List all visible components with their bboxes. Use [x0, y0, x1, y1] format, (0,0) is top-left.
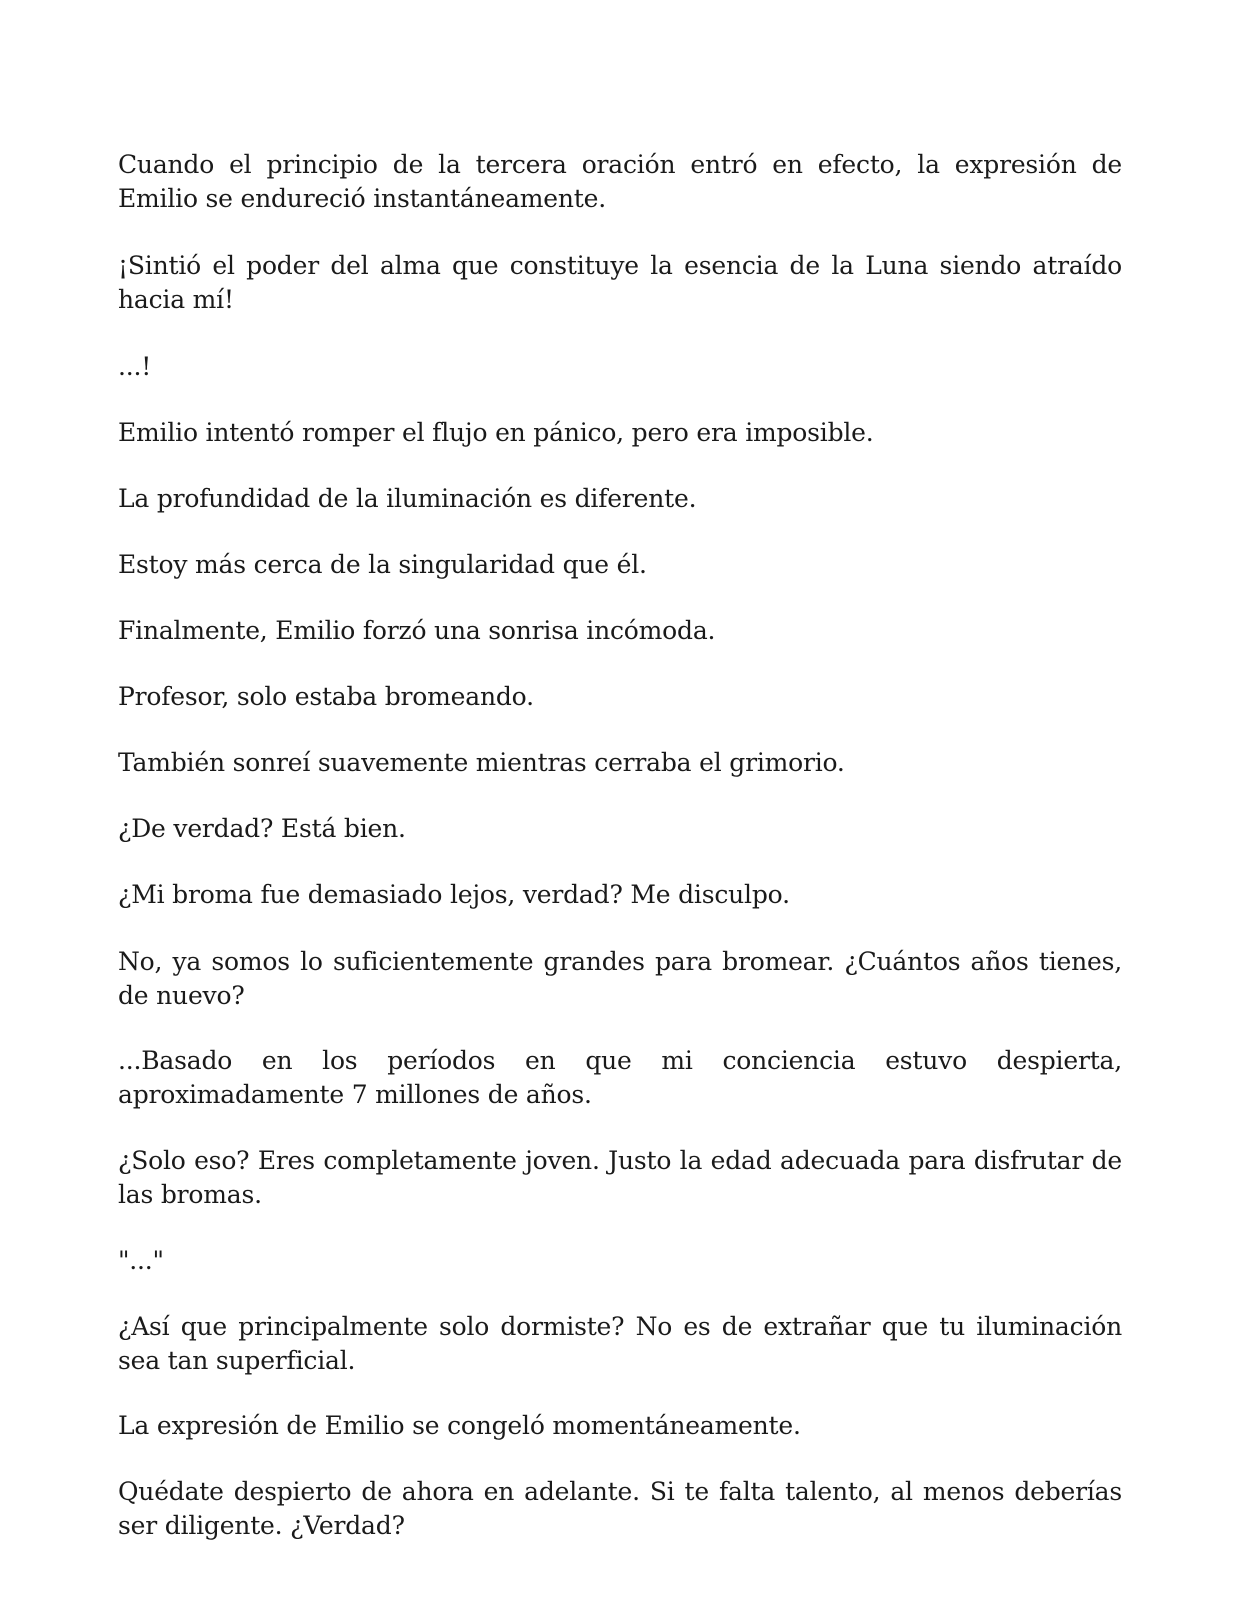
paragraph: Profesor, solo estaba bromeando. — [118, 682, 534, 711]
paragraph: ¿Mi broma fue demasiado lejos, verdad? Me disculpo. — [118, 880, 790, 909]
paragraph: También sonreí suavemente mientras cerraba el grimorio. — [118, 748, 845, 777]
paragraph: No, ya somos lo suficientemente grandes para bromear. ¿Cuántos años tienes, de nuevo? — [118, 947, 1122, 1010]
paragraph: ¡Sintió el poder del alma que constituye la esencia de la Luna siendo atraído hacia mí! — [118, 251, 1122, 314]
paragraph: Finalmente, Emilio forzó una sonrisa incómoda. — [118, 616, 716, 645]
paragraph: Quédate despierto de ahora en adelante. Si te falta talento, al menos deberías ser diligente. ¿Verdad? — [118, 1477, 1122, 1540]
paragraph: La profundidad de la iluminación es diferente. — [118, 484, 697, 513]
paragraph: ¿De verdad? Está bien. — [118, 814, 406, 843]
paragraph: ¿Así que principalmente solo dormiste? No es de extrañar que tu iluminación sea tan superficial. — [118, 1312, 1122, 1375]
paragraph: ...Basado en los períodos en que mi conciencia estuvo despierta, aproximadamente 7 millones de años. — [118, 1046, 1122, 1109]
paragraph: "..." — [118, 1246, 164, 1275]
paragraph: La expresión de Emilio se congeló momentáneamente. — [118, 1411, 801, 1440]
paragraph: Estoy más cerca de la singularidad que él. — [118, 550, 647, 579]
paragraph: Emilio intentó romper el flujo en pánico, pero era imposible. — [118, 418, 874, 447]
paragraph: Cuando el principio de la tercera oración entró en efecto, la expresión de Emilio se endureció instantáneamente. — [118, 150, 1122, 213]
paragraph: ¿Solo eso? Eres completamente joven. Justo la edad adecuada para disfrutar de las bromas. — [118, 1146, 1122, 1209]
paragraph: ...! — [118, 352, 152, 381]
